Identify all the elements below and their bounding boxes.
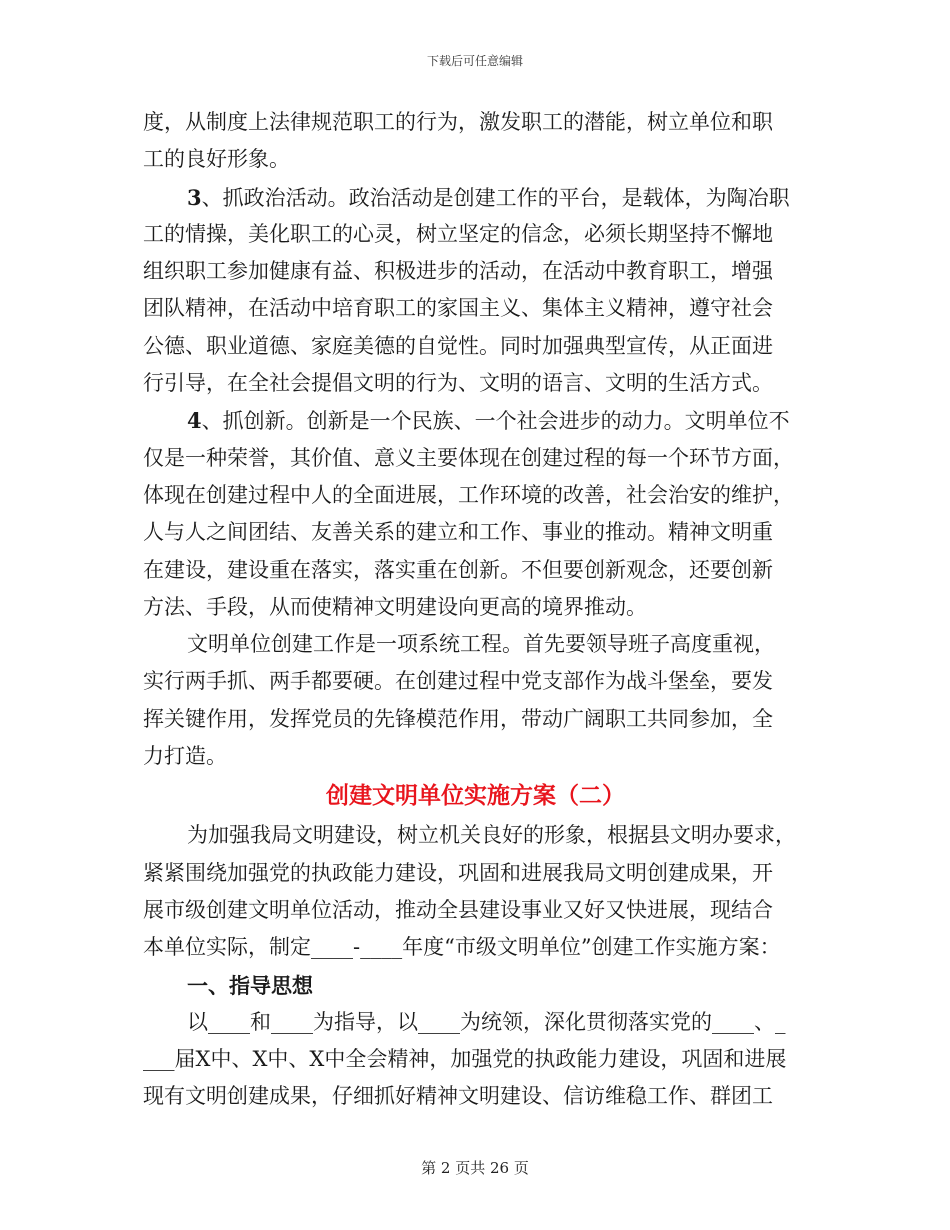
text-line: 以____和____为指导，以____为统领，深化贯彻落实党的____、_ — [187, 1009, 786, 1034]
text-line: 力打造。 — [143, 744, 227, 769]
text-line: 团队精神，在活动中培育职工的家国主义、集体主义精神，遵守社会 — [143, 296, 773, 321]
document-body — [143, 104, 808, 1116]
text-line: 仅是一种荣誉，其价值、意义主要体现在创建过程的每一个环节方面， — [143, 445, 794, 470]
text-span: 、抓创新。创新是一个民族、一个社会进步的动力。文明单位不 — [201, 409, 790, 434]
text-line: 方法、手段，从而使精神文明建设向更高的境界推动。 — [143, 594, 647, 619]
text-line: 工的良好形象。 — [143, 147, 290, 172]
text-line: 为加强我局文明建设，树立机关良好的形象，根据县文明办要求， — [187, 823, 796, 848]
text-line: 公德、职业道德、家庭美德的自觉性。同时加强典型宣传，从正面进 — [143, 333, 773, 358]
text-line: 度，从制度上法律规范职工的行为，激发职工的潜能，树立单位和职 — [143, 110, 773, 134]
text-line: 现有文明创建成果，仔细抓好精神文明建设、信访维稳工作、群团工 — [143, 1084, 773, 1109]
item-number: 4 — [187, 408, 202, 434]
text-line — [143, 179, 808, 216]
text-line: 在建设，建设重在落实，落实重在创新。不但要创新观念，还要创新 — [143, 557, 773, 582]
text-line: 紧紧围绕加强党的执政能力建设，巩固和进展我局文明创建成果，开 — [143, 860, 773, 885]
text-line: 展市级创建文明单位活动，推动全县建设事业又好又快进展，现结合 — [143, 897, 773, 922]
item-number: 3 — [187, 184, 202, 210]
text-line: 文明单位创建工作是一项系统工程。首先要领导班子高度重视， — [187, 632, 775, 657]
page-footer: 第 2 页共 26 页 — [421, 1159, 529, 1177]
page-header: 下载后可任意编辑 — [426, 54, 523, 68]
text-line: 本单位实际，制定____-____年度“市级文明单位”创建工作实施方案： — [143, 935, 781, 960]
text-line: 挥关键作用，发挥党员的先锋模范作用，带动广阔职工共同参加，全 — [143, 706, 773, 731]
text-line — [143, 402, 808, 439]
text-line: 人与人之间团结、友善关系的建立和工作、事业的推动。精神文明重 — [143, 520, 773, 545]
section-heading: 一、指导思想 — [187, 972, 313, 998]
text-line: 体现在创建过程中人的全面进展，工作环境的改善，社会治安的维护， — [143, 482, 794, 507]
text-line: 行引导，在全社会提倡文明的行为、文明的语言、文明的生活方式。 — [143, 371, 773, 396]
text-line: 组织职工参加健康有益、积极进步的活动，在活动中教育职工，增强 — [143, 259, 773, 284]
text-line: 实行两手抓、两手都要硬。在创建过程中党支部作为战斗堡垒，要发 — [143, 669, 773, 694]
text-span: 、抓政治活动。政治活动是创建工作的平台，是载体，为陶冶职 — [201, 185, 790, 210]
section-title: 创建文明单位实施方案（二） — [326, 782, 625, 810]
text-line: ___届X中、X中、X中全会精神，加强党的执政能力建设，巩固和进展 — [143, 1047, 787, 1072]
text-line: 工的情操，美化职工的心灵，树立坚定的信念，必须长期坚持不懈地 — [143, 221, 773, 246]
